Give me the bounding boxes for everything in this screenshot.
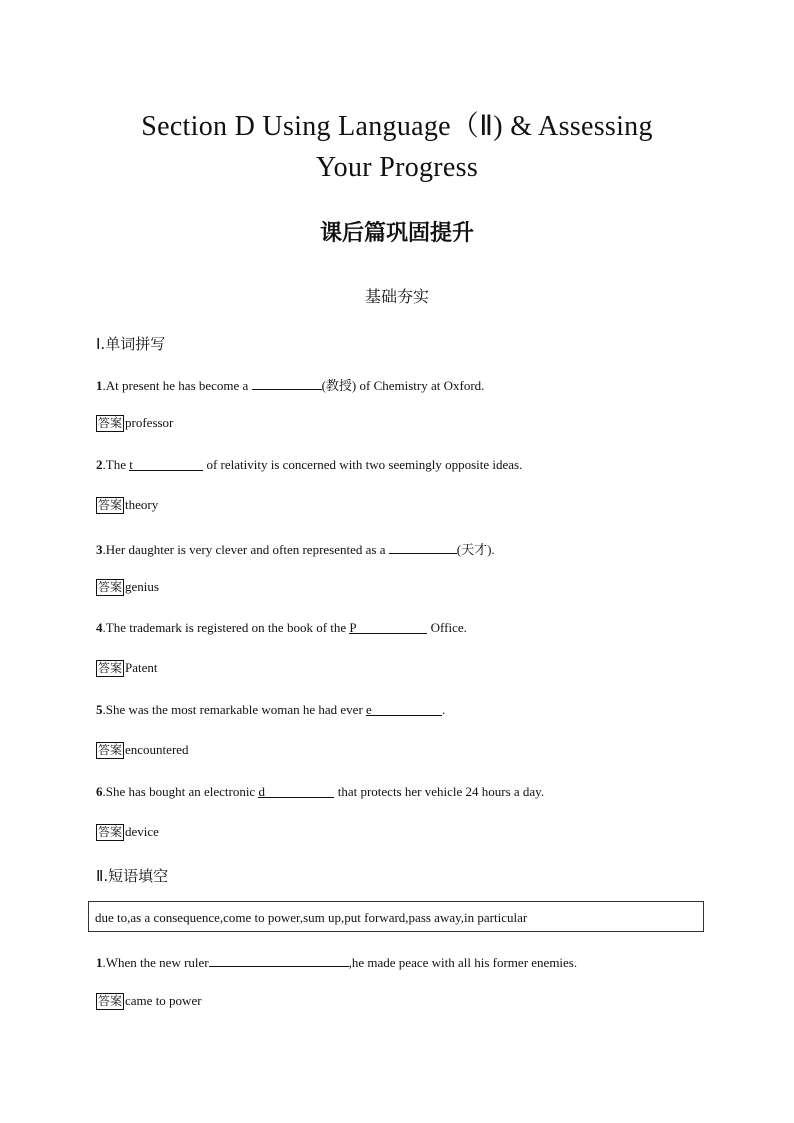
level-heading: 基础夯实 — [364, 287, 429, 306]
question-number: 5 — [96, 702, 103, 717]
hint-letter: P — [349, 620, 357, 635]
question-number: 3 — [96, 542, 103, 557]
document-title-line2: Your Progress — [315, 152, 479, 183]
question-number: 1 — [96, 378, 103, 393]
question-text-after: of relativity is concerned with two seemingly opposite ideas. — [203, 457, 523, 472]
document-title-line1: Section D Using Language（Ⅱ) & Assessing — [141, 111, 653, 142]
section-heading-phrase-fill: Ⅱ.短语填空 — [96, 867, 169, 885]
answer-tag: 答案 — [98, 580, 123, 594]
answer-2 — [96, 497, 158, 514]
answer-1 — [96, 415, 173, 432]
answer-5 — [96, 742, 189, 759]
question-number: 2 — [96, 457, 103, 472]
phrase-question-1 — [96, 953, 577, 971]
answer-4 — [96, 660, 158, 677]
answer-text: device — [125, 824, 159, 839]
answer-tag: 答案 — [98, 825, 123, 839]
answer-text: professor — [125, 415, 174, 430]
question-number: 6 — [96, 784, 103, 799]
phrase-word-bank: due to,as a consequence,come to power,sum up,put forward,pass away,in particular — [88, 901, 704, 932]
answer-tag: 答案 — [98, 661, 123, 675]
answer-text: Patent — [125, 660, 158, 675]
question-text-after: (天才). — [456, 542, 495, 557]
question-text-before: .The trademark is registered on the book of the — [102, 620, 350, 635]
answer-tag: 答案 — [98, 994, 123, 1008]
answer-blank — [209, 953, 349, 967]
question-6 — [96, 784, 544, 800]
answer-blank — [389, 540, 457, 554]
question-4 — [96, 620, 467, 636]
question-text-after: . — [442, 702, 446, 717]
question-text-after: ,he made peace with all his former enemies. — [348, 955, 578, 970]
answer-text: encountered — [125, 742, 189, 757]
answer-tag: 答案 — [98, 498, 123, 512]
question-text-after: (教授) of Chemistry at Oxford. — [321, 378, 485, 393]
answer-6 — [96, 824, 159, 841]
section-subtitle: 课后篇巩固提升 — [319, 221, 474, 246]
answer-blank — [129, 457, 203, 471]
question-text-after: that protects her vehicle 24 hours a day. — [334, 784, 545, 799]
hint-letter: e — [366, 702, 372, 717]
answer-blank — [366, 702, 442, 716]
question-text-before: .She was the most remarkable woman he had ever — [102, 702, 367, 717]
answer-tag: 答案 — [98, 416, 123, 430]
question-text-before: .At present he has become a — [102, 378, 252, 393]
question-5 — [96, 702, 445, 718]
question-3 — [96, 539, 495, 558]
answer-blank — [252, 376, 322, 390]
answer-text: came to power — [125, 993, 202, 1008]
question-1 — [96, 375, 484, 394]
hint-letter: t — [129, 457, 133, 472]
question-number: 1 — [96, 955, 103, 970]
section-heading-word-spelling: Ⅰ.单词拼写 — [96, 335, 166, 353]
question-2 — [96, 457, 522, 473]
question-text-before: .The — [102, 457, 130, 472]
answer-3 — [96, 579, 159, 596]
question-text-before: .When the new ruler — [102, 955, 209, 970]
answer-blank — [258, 784, 334, 798]
answer-text: genius — [125, 579, 159, 594]
answer-tag: 答案 — [98, 743, 123, 757]
question-text-before: .She has bought an electronic — [102, 784, 259, 799]
question-number: 4 — [96, 620, 103, 635]
hint-letter: d — [258, 784, 265, 799]
question-text-after: Office. — [427, 620, 467, 635]
answer-text: theory — [125, 497, 159, 512]
question-text-before: .Her daughter is very clever and often represented as a — [102, 542, 389, 557]
answer-blank — [349, 620, 427, 634]
phrase-answer-1 — [96, 993, 202, 1010]
